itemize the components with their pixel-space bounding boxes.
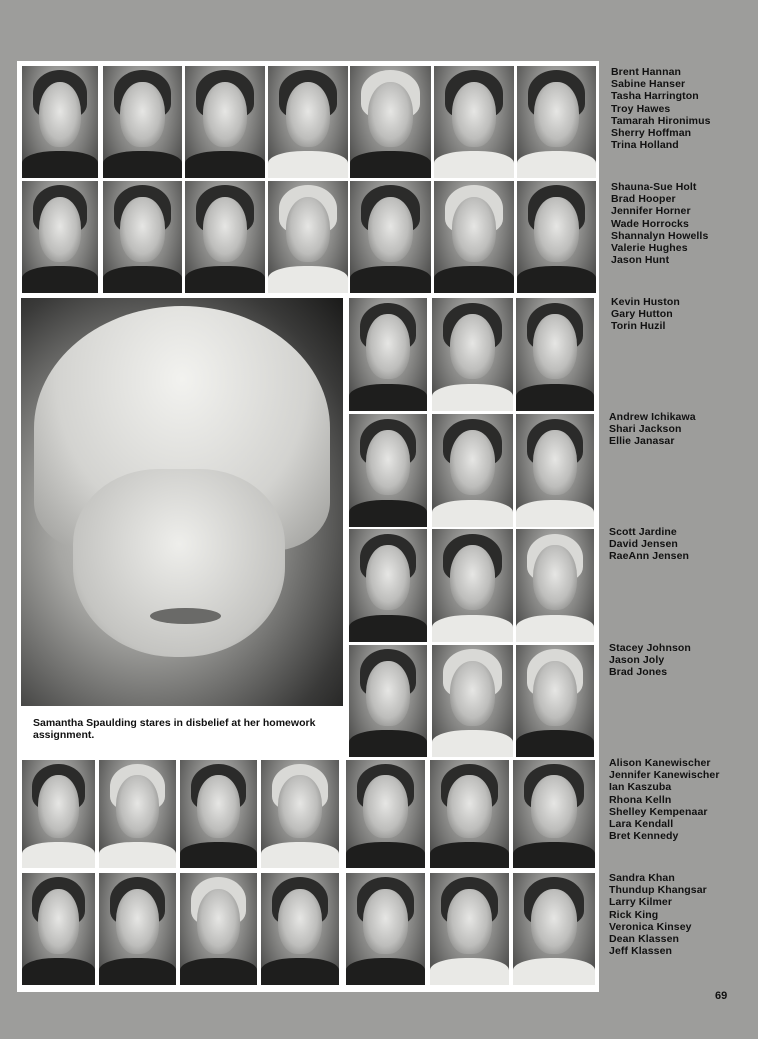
name-group <box>609 411 696 448</box>
student-name: Scott Jardine <box>609 526 677 538</box>
student-name: Bret Kennedy <box>609 830 679 843</box>
student-portrait <box>430 873 509 985</box>
student-name: Veronica Kinsey <box>609 920 692 933</box>
student-portrait <box>517 66 596 178</box>
student-portrait <box>22 181 98 293</box>
name-group <box>609 872 707 957</box>
student-portrait <box>350 181 431 293</box>
student-name: Brent Hannan <box>611 66 682 78</box>
student-name: Thundup Khangsar <box>609 884 707 897</box>
student-name: Torin Huzil <box>611 320 666 333</box>
student-portrait <box>434 66 514 178</box>
student-name: Dean Klassen <box>609 933 680 946</box>
student-portrait <box>349 298 427 411</box>
student-portrait <box>432 645 513 757</box>
student-portrait <box>516 645 594 757</box>
student-portrait <box>513 873 595 985</box>
student-portrait <box>350 66 431 178</box>
student-name: Jason Joly <box>609 654 665 667</box>
student-portrait <box>261 760 339 868</box>
student-name: Gary Hutton <box>611 308 673 321</box>
student-name: Rick King <box>609 908 659 921</box>
student-portrait <box>22 873 95 985</box>
feature-photo-caption: Samantha Spaulding stares in disbelief at her homework assignment. <box>33 717 316 741</box>
student-name: Troy Hawes <box>611 102 671 115</box>
student-name: Andrew Ichikawa <box>609 411 696 423</box>
feature-photo <box>21 298 343 706</box>
student-portrait <box>268 181 348 293</box>
student-name: Tamarah Hironimus <box>611 114 711 127</box>
student-name: Kevin Huston <box>611 296 680 308</box>
student-name: Jennifer Horner <box>611 205 691 218</box>
student-portrait <box>516 298 594 411</box>
student-portrait <box>432 298 513 411</box>
student-portrait <box>99 760 176 868</box>
name-group <box>609 526 689 563</box>
student-portrait <box>346 760 425 868</box>
student-name: Sandra Khan <box>609 872 675 884</box>
student-portrait <box>517 181 596 293</box>
student-portrait <box>349 645 427 757</box>
student-name: Wade Horrocks <box>611 217 689 230</box>
student-name: Sherry Hoffman <box>611 127 692 140</box>
student-name: Lara Kendall <box>609 818 674 831</box>
name-group <box>611 296 680 333</box>
student-portrait <box>268 66 348 178</box>
student-name: David Jensen <box>609 538 678 551</box>
student-portrait <box>103 66 182 178</box>
student-name: Jeff Klassen <box>609 945 673 958</box>
student-name: Tasha Harrington <box>611 90 699 103</box>
name-group <box>609 757 720 842</box>
student-portrait <box>516 529 594 642</box>
student-portrait <box>434 181 514 293</box>
student-name: Shelley Kempenaar <box>609 805 708 818</box>
student-portrait <box>430 760 509 868</box>
name-group <box>611 66 711 151</box>
student-portrait <box>185 66 265 178</box>
student-portrait <box>432 414 513 527</box>
student-portrait <box>185 181 265 293</box>
name-group <box>609 642 691 679</box>
student-portrait <box>99 873 176 985</box>
student-portrait <box>513 760 595 868</box>
student-portrait <box>261 873 339 985</box>
page-number: 69 <box>715 990 728 1002</box>
student-name: Brad Jones <box>609 666 668 679</box>
student-portrait <box>22 760 95 868</box>
student-name: Shannalyn Howells <box>611 229 709 242</box>
student-portrait <box>22 66 98 178</box>
student-name: Stacey Johnson <box>609 642 691 654</box>
student-name: Jason Hunt <box>611 254 670 267</box>
student-name: Ellie Janasar <box>609 435 675 448</box>
student-portrait <box>349 414 427 527</box>
student-name: Larry Kilmer <box>609 896 673 909</box>
student-name: RaeAnn Jensen <box>609 550 690 563</box>
student-name: Shari Jackson <box>609 423 682 436</box>
student-name: Valerie Hughes <box>611 242 688 255</box>
student-portrait <box>346 873 425 985</box>
student-name: Jennifer Kanewischer <box>609 769 720 782</box>
student-name: Shauna-Sue Holt <box>611 181 697 193</box>
student-portrait <box>103 181 182 293</box>
student-portrait <box>180 760 257 868</box>
student-name: Rhona Kelln <box>609 793 672 806</box>
name-group <box>611 181 708 266</box>
student-portrait <box>349 529 427 642</box>
student-name: Trina Holland <box>611 139 679 152</box>
student-name: Sabine Hanser <box>611 78 686 91</box>
student-name: Brad Hooper <box>611 193 676 206</box>
student-name: Alison Kanewischer <box>609 757 711 769</box>
student-name: Ian Kaszuba <box>609 781 672 794</box>
student-portrait <box>432 529 513 642</box>
student-portrait <box>180 873 257 985</box>
student-portrait <box>516 414 594 527</box>
